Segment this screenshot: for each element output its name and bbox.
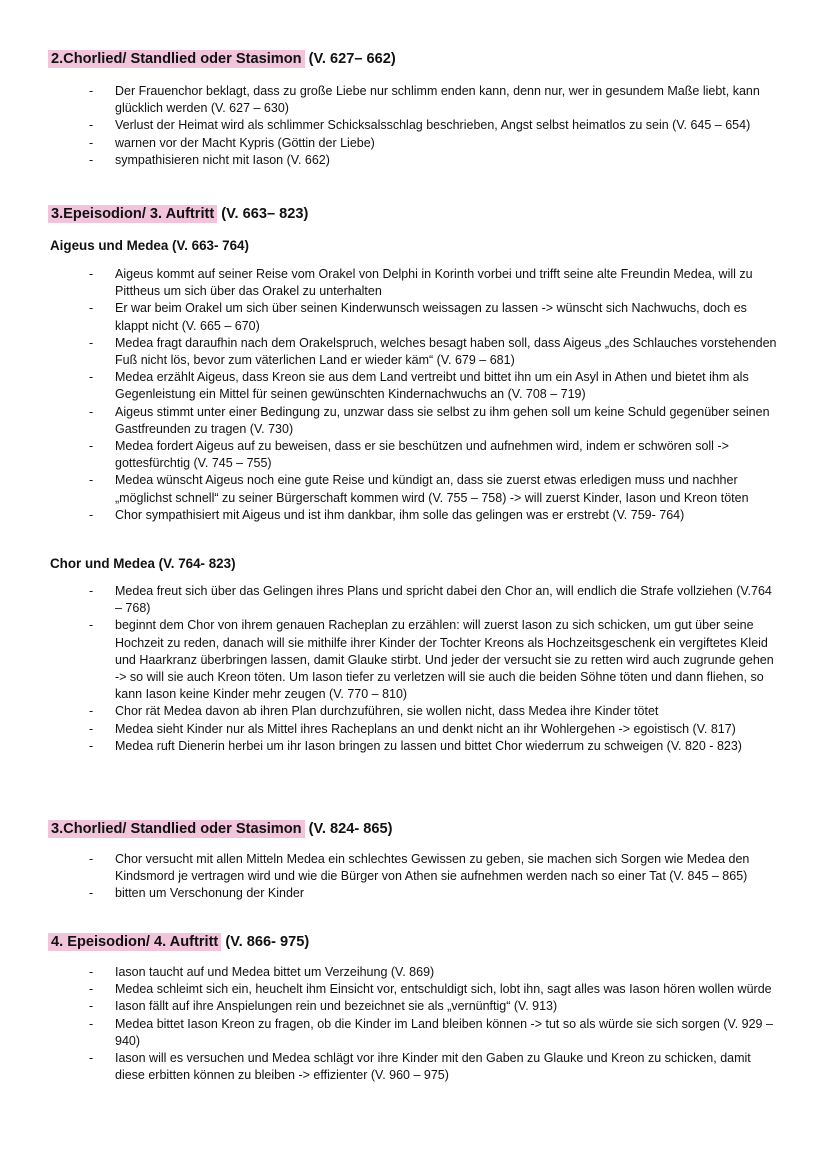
list-item: - bitten um Verschonung der Kinder — [0, 885, 828, 902]
section-heading-verses: (V. 663– 823) — [217, 206, 309, 222]
list-item: - Medea ruft Dienerin herbei um ihr Iason bringen zu lassen und bittet Chor wiederrum zu schweigen (V. 820 - 823) — [0, 738, 828, 755]
list-item: - Medea fragt daraufhin nach dem Orakelspruch, welches besagt haben soll, dass Aigeus „des Schlauches vorstehenden Fuß nicht lös, bevor zum väterlichen Land er wieder käm“ (V. 679 – 681) — [0, 335, 828, 369]
list-item: - Medea bittet Iason Kreon zu fragen, ob die Kinder im Land bleiben können -> tut so als würde sie sich sorgen (V. 929 – 940) — [0, 1016, 828, 1050]
section-heading-verses: (V. 824- 865) — [304, 821, 393, 837]
list-item: - sympathisieren nicht mit Iason (V. 662) — [0, 152, 828, 169]
list-item: - Der Frauenchor beklagt, dass zu große Liebe nur schlimm enden kann, denn nur, wer in gesundem Maße liebt, kann glücklich werden (V. 627 – 630) — [0, 83, 828, 117]
list-item: - Iason fällt auf ihre Anspielungen rein und bezeichnet sie als „vernünftig“ (V. 913) — [0, 998, 828, 1015]
bullet-list-4-epeisodion — [0, 964, 828, 1084]
bullet-list-chor-medea — [0, 583, 828, 755]
list-item: - beginnt dem Chor von ihrem genauen Racheplan zu erzählen: will zuerst Iason zu sich schicken, um gut über seine Hochzeit zu reden, danach will sie mithilfe ihrer Kinder der Tochter Kreons als Hochzeitsgeschenk ein vergiftetes Kleid und Haarkranz überbringen lassen, damit Glauke stirbt. Und jeder der versucht sie zu retten wird auch zugrunde gehen -> so will sie auch Kreon töten. Um Iason tiefer zu verletzen will sie auch die beiden Söhne töten und dann fliehen, so kann Iason keine Kinder mehr zeugen (V. 770 – 810) — [0, 617, 828, 703]
section-heading-verses: (V. 866- 975) — [221, 934, 310, 950]
subheading-chor-medea: Chor und Medea (V. 764- 823) — [50, 556, 236, 571]
section-heading-3-chorlied — [48, 821, 392, 837]
subheading-aigeus-medea: Aigeus und Medea (V. 663- 764) — [50, 238, 249, 253]
section-heading-4-epeisodion — [48, 934, 309, 950]
list-item: - Medea wünscht Aigeus noch eine gute Reise und kündigt an, dass sie zuerst etwas erledigen muss und nachher „möglichst schnell“ zu seiner Bürgerschaft kommen wird (V. 755 – 758) -> will zuerst Kinder, Iason und Kreon töten — [0, 472, 828, 506]
section-heading-verses: (V. 627– 662) — [304, 51, 396, 67]
list-item: - warnen vor der Macht Kypris (Göttin der Liebe) — [0, 135, 828, 152]
list-item: - Chor rät Medea davon ab ihren Plan durchzuführen, sie wollen nicht, dass Medea ihre Kinder tötet — [0, 703, 828, 720]
list-item: - Aigeus kommt auf seiner Reise vom Orakel von Delphi in Korinth vorbei und trifft seine alte Freundin Medea, will zu Pittheus um sich über das Orakel zu unterhalten — [0, 266, 828, 300]
list-item: - Aigeus stimmt unter einer Bedingung zu, unzwar dass sie selbst zu ihm gehen soll um keine Schuld gegenüber seinen Gastfreunden zu tragen (V. 730) — [0, 404, 828, 438]
bullet-list-2-chorlied — [0, 83, 828, 169]
bullet-list-3-chorlied — [0, 851, 828, 903]
list-item: - Verlust der Heimat wird als schlimmer Schicksalsschlag beschrieben, Angst selbst heimatlos zu sein (V. 645 – 654) — [0, 117, 828, 134]
list-item: - Medea fordert Aigeus auf zu beweisen, dass er sie beschützen und aufnehmen wird, indem er schwören soll -> gottesfürchtig (V. 745 – 755) — [0, 438, 828, 472]
list-item: - Medea schleimt sich ein, heuchelt ihm Einsicht vor, entschuldigt sich, lobt ihn, sagt alles was Iason hören wollen würde — [0, 981, 828, 998]
section-heading-highlight: 4. Epeisodion/ 4. Auftritt — [48, 933, 221, 951]
bullet-list-aigeus-medea — [0, 266, 828, 524]
list-item: - Medea sieht Kinder nur als Mittel ihres Racheplans an und denkt nicht an ihr Wohlergehen -> egoistisch (V. 817) — [0, 721, 828, 738]
section-heading-2-chorlied — [48, 51, 396, 67]
list-item: - Chor sympathisiert mit Aigeus und ist ihm dankbar, ihm solle das gelingen was er erstrebt (V. 759- 764) — [0, 507, 828, 524]
list-item: - Er war beim Orakel um sich über seinen Kinderwunsch weissagen zu lassen -> wünscht sich Nachwuchs, doch es klappt nicht (V. 665 – 670) — [0, 300, 828, 334]
section-heading-highlight: 3.Epeisodion/ 3. Auftritt — [48, 205, 217, 223]
list-item: - Medea freut sich über das Gelingen ihres Plans und spricht dabei den Chor an, will endlich die Strafe vollziehen (V.764 – 768) — [0, 583, 828, 617]
section-heading-highlight: 3.Chorlied/ Standlied oder Stasimon — [48, 820, 305, 838]
section-heading-3-epeisodion — [48, 206, 308, 222]
list-item: - Iason will es versuchen und Medea schlägt vor ihre Kinder mit den Gaben zu Glauke und Kreon zu schicken, damit diese erbitten können zu bleiben -> effizienter (V. 960 – 975) — [0, 1050, 828, 1084]
list-item: - Chor versucht mit allen Mitteln Medea ein schlechtes Gewissen zu geben, sie machen sich Sorgen wie Medea den Kindsmord je vertragen wird und wie die Bürger von Athen sie aufnehmen werden nach so einer Tat (V. 845 – 865) — [0, 851, 828, 885]
list-item: - Iason taucht auf und Medea bittet um Verzeihung (V. 869) — [0, 964, 828, 981]
section-heading-highlight: 2.Chorlied/ Standlied oder Stasimon — [48, 50, 305, 68]
list-item: - Medea erzählt Aigeus, dass Kreon sie aus dem Land vertreibt und bittet ihn um ein Asyl in Athen und bietet ihm als Gegenleistung ein Mittel für seinen gewünschten Kindernachwuchs an (V. 708 – 719) — [0, 369, 828, 403]
